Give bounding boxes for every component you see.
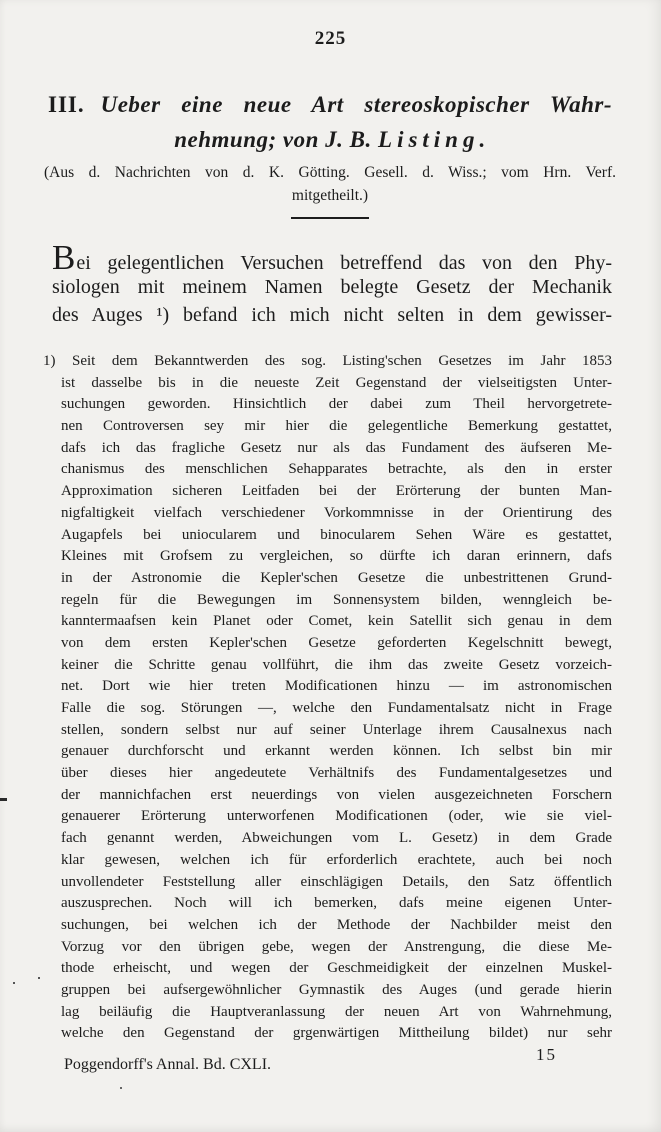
footnote-line: Approximation sicheren Leitfaden bei der Erörterung der bunten Man-: [61, 483, 612, 500]
footnote-line: unvollendeter Feststellung aller einschlägigen Details, den Satz öffentlich: [61, 873, 612, 890]
footer-sheet-signature: 15: [536, 1045, 557, 1064]
body-line: des Auges ¹) befand ich mich nicht selten in dem gewisser-: [52, 304, 612, 326]
source-note-line2: mitgetheilt.): [291, 187, 369, 204]
body-line: siologen mit meinem Namen belegte Gesetz der Mechanik: [52, 275, 612, 298]
footnote-line: suchungen, bei welchen ich der Methode der Nachbilder meist den: [61, 916, 612, 933]
section-number: III.: [48, 92, 85, 117]
footnote-line: Kleines mit Grofsem zu vergleichen, so dürfte ich daran erinnern, dafs: [61, 548, 612, 565]
footnote-line: genauer durchforscht und erkannt werden können. Ich selbst bin mir: [61, 743, 612, 760]
article-title-line1: [48, 90, 612, 120]
footnote-line: keiner die Schritte genau vollführt, die ihm das zweite Gesetz vorzeich-: [61, 656, 612, 673]
footnote-line: suchungen geworden. Hinsichtlich der dabei zum Theil hervorgetrete-: [61, 396, 612, 413]
footnote-line: genauerer Erörterung unterworfenen Modificationen (oder, wie sie viel-: [61, 808, 612, 825]
footer-journal-reference: Poggendorff's Annal. Bd. CXLI.: [64, 1056, 272, 1073]
footnote-line: welche den Gegenstand der grgenwärtigen Mittheilung bildet) nur sehr: [61, 1025, 612, 1042]
scan-artifact-dash: [0, 798, 7, 801]
footnote-line: nigfaltigkeit vielfach verschiedener Vorkommnisse in der Orientirung des: [61, 504, 612, 521]
source-note: [44, 162, 616, 206]
footnote-line: dafs ich das fragliche Gesetz nur als das Fundament des äufseren Me-: [61, 439, 612, 456]
scan-artifact-speck: [13, 982, 15, 984]
footnote-line: von dem ersten Kepler'schen Gesetze geforderten Kegelschnitt bewegt,: [61, 634, 612, 651]
divider-rule: [291, 217, 369, 219]
footnote-line: chanismus des menschlichen Sehapparates betrachte, als den in erster: [61, 461, 612, 478]
scan-artifact-speck: [120, 1087, 122, 1089]
author-name: Listing: [378, 127, 480, 152]
footnote-line: Augapfels bei uniocularem und binocularem Sehen Wäre es gestattet,: [61, 526, 612, 543]
article-title-text: Ueber eine neue Art stereoskopischer Wahr-: [100, 92, 612, 117]
body-paragraph: [52, 240, 612, 330]
footnote-line: nen Controversen sey mir hier die gelegentliche Bemerkung gestattet,: [61, 418, 612, 435]
footnote-line: klar gewesen, welchen ich für erforderlich erachtete, auch bei noch: [61, 851, 612, 868]
article-title-period: .: [479, 127, 486, 152]
footnote-line: net. Dort wie hier treten Modificationen hinzu — im astronomischen: [61, 678, 612, 695]
footnote-line: fach genannt werden, Abweichungen vom L. Gesetz) in dem Grade: [61, 830, 612, 847]
source-note-line1: (Aus d. Nachrichten von d. K. Götting. Gesell. d. Wiss.; vom Hrn. Verf.: [44, 164, 616, 181]
footnote-line: ist dasselbe bis in die neueste Zeit Gegenstand der vielseitigsten Unter-: [61, 374, 612, 391]
footnote-line: der mannichfachen erst neuerdings von vielen ausgezeichneten Forschern: [61, 786, 612, 803]
footnote-line: Falle die sog. Störungen —, welche den Fundamentalsatz nicht in Frage: [61, 700, 612, 716]
body-line: [52, 238, 612, 277]
article-title-author-pre: nehmung; von J. B.: [174, 127, 379, 152]
scan-artifact-speck: [38, 977, 40, 979]
article-heading: [48, 90, 612, 155]
body-line-text: ei gelegentlichen Versuchen betreffend das von den Phy-: [76, 252, 612, 274]
footnote-line: kanntermaafsen kein Planet oder Comet, kein Satellit sich genau in dem: [61, 613, 612, 630]
footnote-line: thode erheischt, und wegen der Geschmeidigkeit der einzelnen Muskel-: [61, 960, 612, 977]
footnote-block: [43, 351, 612, 1045]
footnote-line: über dieses hier angedeutete Verhältnifs des Fundamentalgesetzes und: [61, 765, 612, 782]
footnote-line: lag beiläufig die Hauptveranlassung der neuen Art von Wahrnehmung,: [61, 1003, 612, 1020]
article-title-line2: [48, 125, 612, 155]
footnote-line: Vorzug vor den übrigen gebe, wegen der Anstrengung, die diese Me-: [61, 938, 612, 955]
footnote-line: regeln für die Bewegungen im Sonnensystem bilden, wenngleich be-: [61, 591, 612, 608]
page-number: 225: [314, 28, 347, 49]
footnote-line: gruppen bei aufsergewöhnlicher Gymnastik des Auges (und gerade hierin: [61, 981, 612, 998]
footnote-line: auszusprechen. Noch will ich bemerken, dafs meine eigenen Unter-: [61, 895, 612, 912]
footnote-line: stellen, sondern selbst nur auf seiner Unterlage ihrem Causalnexus nach: [61, 721, 612, 738]
initial-capital: B: [52, 238, 77, 277]
footnote-line: in der Astronomie die Kepler'schen Gesetze die unbestrittenen Grund-: [61, 569, 612, 586]
footnote-line: 1) Seit dem Bekanntwerden des sog. Listing'schen Gesetzes im Jahr 1853: [43, 353, 612, 369]
